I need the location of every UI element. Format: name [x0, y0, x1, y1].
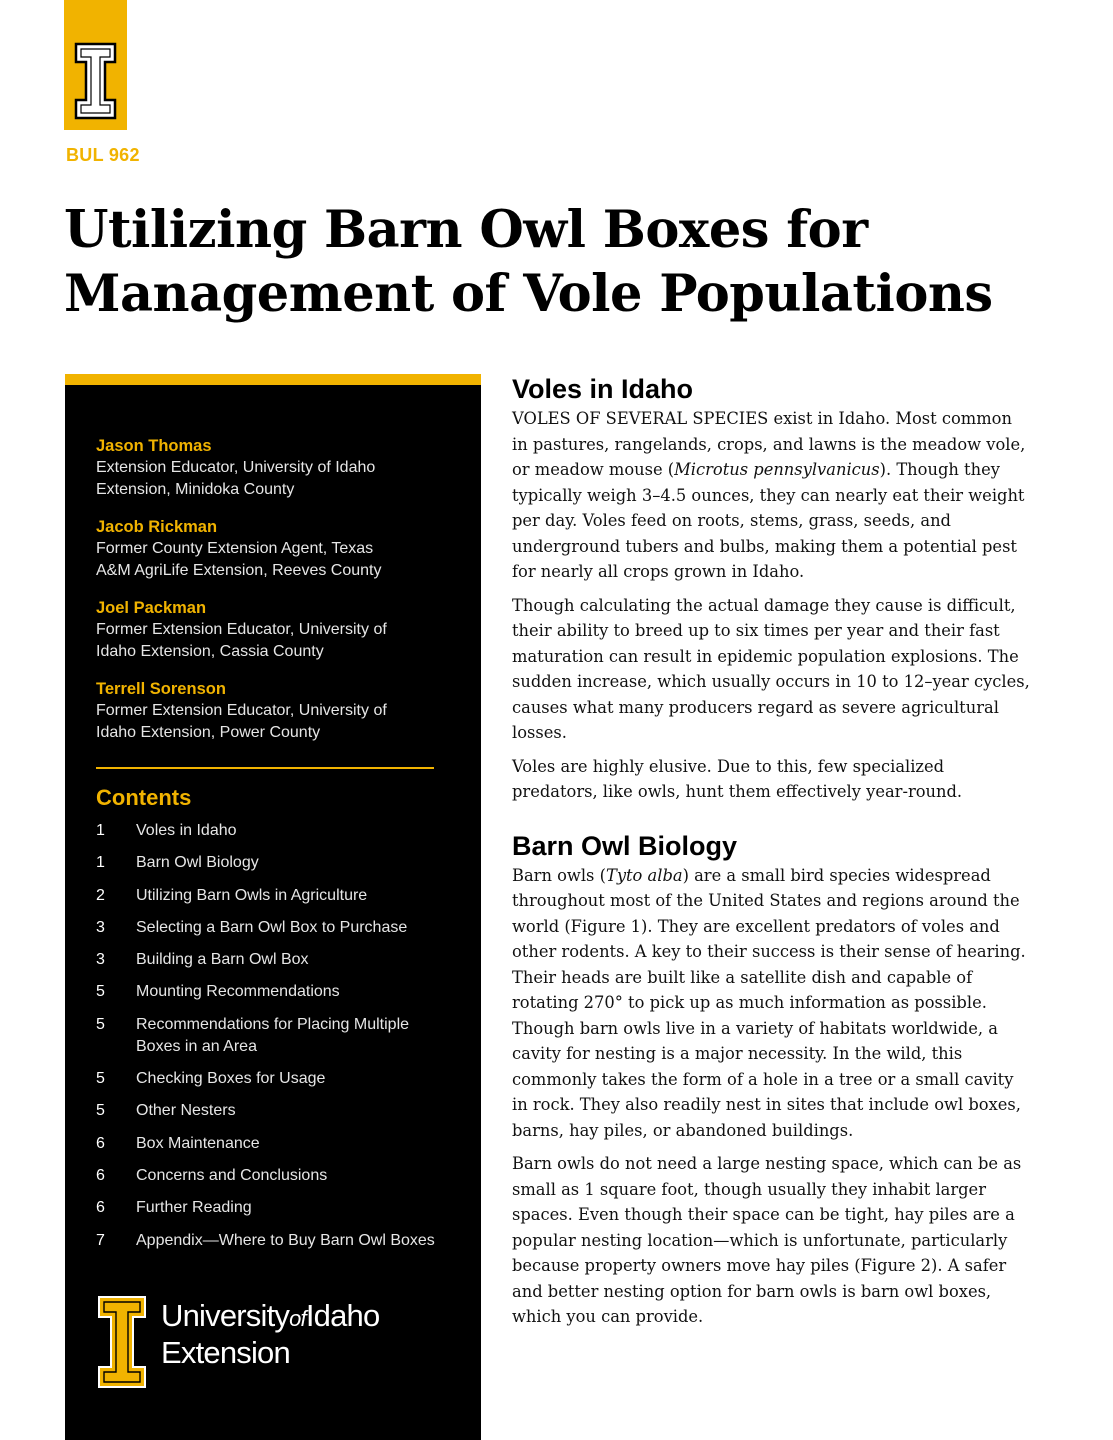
- author-name: Jacob Rickman: [96, 518, 218, 536]
- voles-p1-rest: ). Though they typically weigh 3–4.5 ounces, they can nearly eat their weight per day. Voles feed on roots, stems, grass, seeds, and underground tubers and bulbs, making them a potential pest for nearly all crops grown in Idaho.: [512, 460, 1025, 581]
- page-title: [64, 198, 1064, 326]
- title-line-2: Management of Vole Populations: [64, 264, 993, 324]
- author-name: Jason Thomas: [96, 437, 212, 455]
- toc-page-number: 5: [96, 1015, 105, 1033]
- toc-item[interactable]: [96, 1100, 446, 1122]
- author-entry: [96, 597, 436, 663]
- toc-label: Building a Barn Owl Box: [136, 951, 309, 969]
- brand-wordmark: [161, 1299, 379, 1370]
- author-role-line: Former Extension Educator, University of: [96, 702, 387, 719]
- author-role-line: Idaho Extension, Cassia County: [96, 643, 324, 660]
- sidebar-divider: [96, 767, 434, 769]
- title-line-1: Utilizing Barn Owl Boxes for: [64, 200, 868, 260]
- brand-extension: Extension: [161, 1335, 290, 1370]
- toc-page-number: 6: [96, 1166, 105, 1184]
- block-i-logo-icon: [74, 42, 117, 120]
- toc-item[interactable]: [96, 1165, 446, 1187]
- voles-paragraph-2: Though calculating the actual damage they cause is difficult, their ability to breed up to six times per year and their fast maturation can result in epidemic population explosions. The sudden increase, which usually occurs in 10 to 12–year cycles, causes what many producers regard as severe agricultural losses.: [512, 595, 1030, 742]
- main-content: [512, 372, 1032, 1338]
- toc-label: Recommendations for Placing Multiple Boxes in an Area: [136, 1015, 410, 1055]
- author-role-line: Extension Educator, University of Idaho: [96, 459, 376, 476]
- author-role-line: Extension, Minidoka County: [96, 481, 295, 498]
- toc-page-number: 5: [96, 983, 105, 1001]
- toc-label: Selecting a Barn Owl Box to Purchase: [136, 918, 408, 936]
- barn-owl-p1-rest: ) are a small bird species widespread throughout most of the United States and regions around the world (Figure 1). They are excellent predators of voles and other rodents. A key to their success is their sense of hearing. Their heads are built like a satellite dish and capable of rotating 270° to pick up as much information as possible. Though barn owls live in a variety of habitats worldwide, a cavity for nesting is a major necessity. In the wild, this commonly takes the form of a hole in a tree or a small cavity in rock. They also readily nest in sites that include owl boxes, barns, hay piles, or abandoned buildings.: [512, 865, 1026, 1140]
- toc-item[interactable]: [96, 1014, 446, 1058]
- toc-label: Further Reading: [136, 1199, 252, 1217]
- author-entry: [96, 516, 436, 582]
- toc-item[interactable]: [96, 1133, 446, 1155]
- university-logo-tab: [64, 0, 127, 130]
- toc-item[interactable]: [96, 820, 446, 842]
- block-i-brand-icon: [97, 1295, 147, 1389]
- author-name: Terrell Sorenson: [96, 680, 226, 698]
- toc-label: Appendix—Where to Buy Barn Owl Boxes: [136, 1231, 435, 1249]
- toc-item[interactable]: [96, 949, 446, 971]
- bulletin-number: BUL 962: [66, 145, 140, 165]
- toc-label: Concerns and Conclusions: [136, 1166, 328, 1184]
- toc-page-number: 2: [96, 886, 105, 904]
- toc-label: Other Nesters: [136, 1102, 236, 1120]
- voles-paragraph-3: Voles are highly elusive. Due to this, few specialized predators, like owls, hunt them effectively year-round.: [512, 756, 963, 801]
- author-role-line: Former County Extension Agent, Texas: [96, 540, 374, 557]
- toc-label: Checking Boxes for Usage: [136, 1070, 326, 1088]
- author-role-line: A&M AgriLife Extension, Reeves County: [96, 562, 382, 579]
- barn-owl-paragraph-2: Barn owls do not need a large nesting space, which can be as small as 1 square foot, though usually they inhabit larger spaces. Even though their space can be tight, hay piles are a popular nesting location—which is unfortunate, particularly because property owners move hay piles (Figure 2). A safer and better nesting option for barn owls is barn owl boxes, which you can provide.: [512, 1154, 1022, 1326]
- toc-page-number: 5: [96, 1102, 105, 1120]
- brand-idaho: Idaho: [305, 1298, 380, 1333]
- author-name: Joel Packman: [96, 599, 207, 617]
- author-list: [96, 435, 436, 759]
- author-entry: [96, 435, 436, 501]
- barn-owl-species-name: Tyto alba: [605, 865, 683, 885]
- barn-owl-p1-lead: Barn owls (: [512, 865, 606, 885]
- author-role-line: Former Extension Educator, University of: [96, 621, 387, 638]
- sidebar: [65, 374, 481, 1440]
- voles-p1-lead: VOLES OF SEVERAL SPECIES exist in Idaho. Most common in pastures, rangelands, crops, and lawns is the meadow vole, or meadow mouse (: [512, 409, 1026, 479]
- toc-item[interactable]: [96, 981, 446, 1003]
- toc-label: Barn Owl Biology: [136, 854, 259, 872]
- toc-label: Voles in Idaho: [136, 822, 237, 839]
- toc-item[interactable]: [96, 852, 446, 874]
- toc-item[interactable]: [96, 1068, 446, 1090]
- toc-label: Box Maintenance: [136, 1134, 260, 1152]
- brand-university: University: [161, 1298, 290, 1333]
- toc-label: Mounting Recommendations: [136, 983, 340, 1001]
- toc-page-number: 1: [96, 822, 105, 839]
- toc-page-number: 7: [96, 1231, 105, 1249]
- toc-item[interactable]: [96, 1197, 446, 1219]
- toc-page-number: 3: [96, 918, 105, 936]
- toc-page-number: 5: [96, 1070, 105, 1088]
- toc-page-number: 6: [96, 1199, 105, 1217]
- toc-item[interactable]: [96, 1230, 446, 1252]
- table-of-contents: [96, 820, 446, 1262]
- brand-of: of: [289, 1306, 306, 1331]
- toc-item[interactable]: [96, 885, 446, 907]
- toc-page-number: 1: [96, 854, 105, 872]
- toc-page-number: 6: [96, 1134, 105, 1152]
- contents-heading: Contents: [96, 785, 192, 810]
- section-heading-barn-owl: Barn Owl Biology: [512, 830, 738, 861]
- university-extension-logo: [97, 1295, 380, 1394]
- toc-label: Utilizing Barn Owls in Agriculture: [136, 886, 368, 904]
- voles-species-name: Microtus pennsylvanicus: [674, 460, 880, 479]
- author-role-line: Idaho Extension, Power County: [96, 724, 321, 741]
- barn-owl-paragraph-1: [512, 863, 1032, 1144]
- section-heading-voles: Voles in Idaho: [512, 374, 694, 404]
- voles-paragraph-1: [512, 406, 1032, 585]
- toc-item[interactable]: [96, 917, 446, 939]
- toc-page-number: 3: [96, 951, 105, 969]
- author-entry: [96, 678, 436, 744]
